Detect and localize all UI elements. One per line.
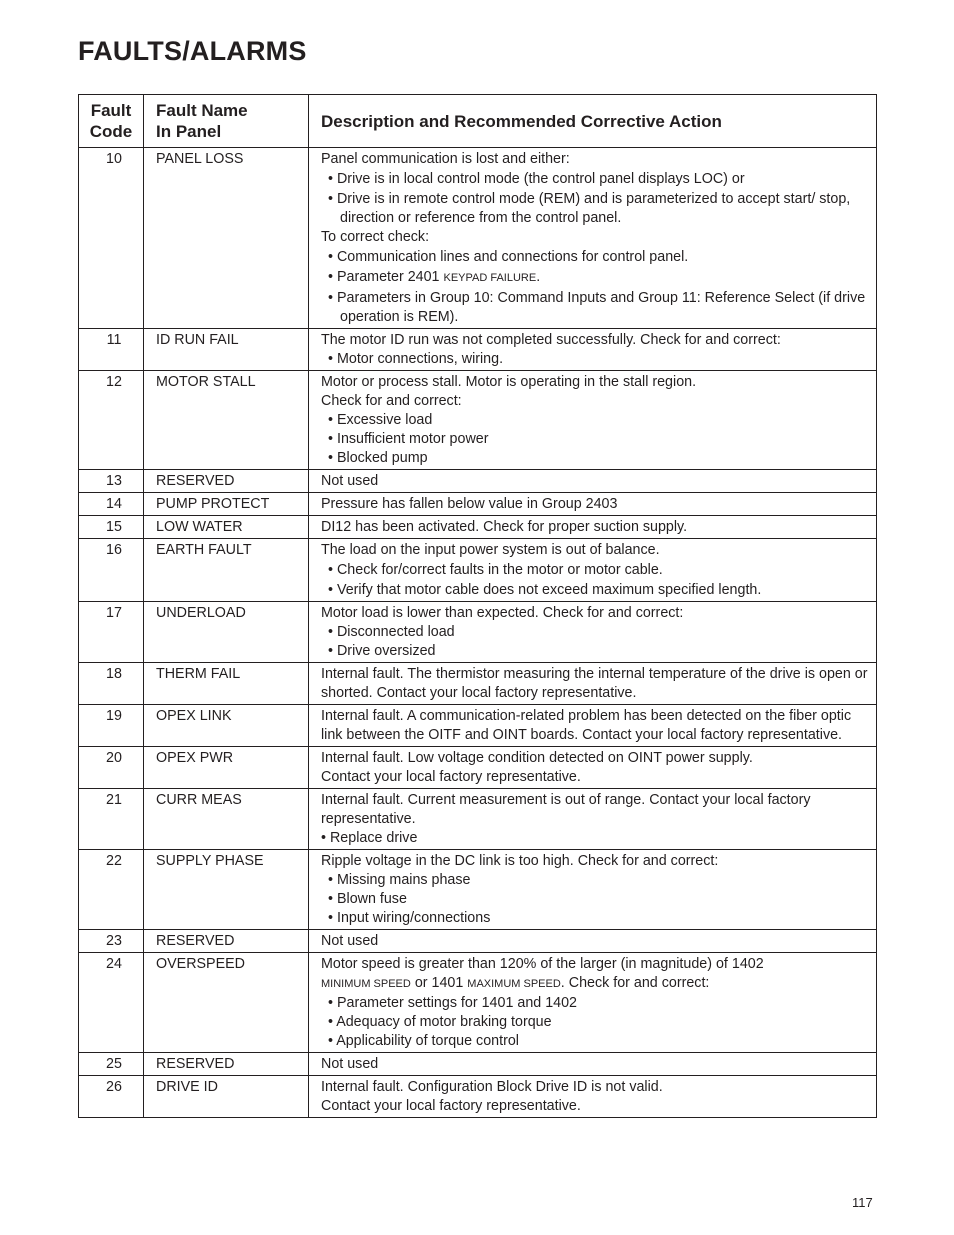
description-line: Contact your local factory representative. <box>321 769 581 785</box>
fault-description <box>309 953 877 1053</box>
table-row <box>79 1053 877 1076</box>
description-line: Contact your local factory representative. <box>321 1098 581 1114</box>
description-bullet: • Blocked pump <box>328 450 428 466</box>
fault-description: Not used <box>309 930 877 953</box>
fault-name: RESERVED <box>144 470 309 493</box>
fault-name: UNDERLOAD <box>144 602 309 663</box>
table-row <box>79 747 877 789</box>
fault-description: Not used <box>309 1053 877 1076</box>
fault-name: PUMP PROTECT <box>144 493 309 516</box>
fault-name: ID RUN FAIL <box>144 329 309 371</box>
description-bullet: • Missing mains phase <box>328 872 471 888</box>
table-row <box>79 1076 877 1118</box>
page-title: FAULTS/ALARMS <box>78 36 307 66</box>
parameter-name: KEYPAD FAILURE <box>443 272 537 284</box>
table-row <box>79 493 877 516</box>
description-bullet: • Disconnected load <box>328 624 455 640</box>
fault-description <box>309 329 877 371</box>
description-bullet: • Insufficient motor power <box>328 431 489 447</box>
description-line: • Replace drive <box>321 830 418 846</box>
table-row <box>79 329 877 371</box>
description-line: The motor ID run was not completed successfully. Check for and correct: <box>321 332 781 348</box>
fault-code: 23 <box>79 930 144 953</box>
fault-description <box>309 789 877 850</box>
description-bullet: • Motor connections, wiring. <box>328 351 504 367</box>
fault-name: RESERVED <box>144 930 309 953</box>
fault-code: 26 <box>79 1076 144 1118</box>
description-bullet: • Applicability of torque control <box>328 1033 519 1049</box>
description-line: MINIMUM SPEED or 1401 MAXIMUM SPEED. Check for and correct: <box>321 975 710 991</box>
parameter-name: MAXIMUM SPEED <box>467 978 561 990</box>
fault-code: 20 <box>79 747 144 789</box>
fault-code: 18 <box>79 663 144 705</box>
table-row <box>79 953 877 1053</box>
description-line: Panel communication is lost and either: <box>321 151 570 167</box>
fault-code: 14 <box>79 493 144 516</box>
fault-code: 11 <box>79 329 144 371</box>
fault-description: Not used <box>309 470 877 493</box>
page-number: 117 <box>852 1195 873 1210</box>
fault-description <box>309 1076 877 1118</box>
fault-code: 22 <box>79 850 144 930</box>
table-header-row <box>79 95 877 148</box>
description-bullet: • Parameter 2401 KEYPAD FAILURE. <box>328 269 541 285</box>
fault-code: 25 <box>79 1053 144 1076</box>
description-line: Motor load is lower than expected. Check for and correct: <box>321 605 684 621</box>
table-row <box>79 539 877 602</box>
description-line: Motor speed is greater than 120% of the larger (in magnitude) of 1402 <box>321 956 764 972</box>
fault-name: SUPPLY PHASE <box>144 850 309 930</box>
description-bullet: • Drive is in remote control mode (REM) and is parameterized to accept start/ stop, direction or reference from the control panel. <box>328 191 851 226</box>
description-bullet: • Verify that motor cable does not exceed maximum specified length. <box>328 582 762 598</box>
table-row <box>79 705 877 747</box>
fault-description <box>309 539 877 602</box>
fault-name: PANEL LOSS <box>144 148 309 329</box>
description-line: The load on the input power system is out of balance. <box>321 542 660 558</box>
fault-name: EARTH FAULT <box>144 539 309 602</box>
description-line: Internal fault. Low voltage condition detected on OINT power supply. <box>321 750 753 766</box>
header-fault-code: Fault Code <box>79 95 144 148</box>
table-row <box>79 371 877 470</box>
fault-name: OVERSPEED <box>144 953 309 1053</box>
table-row <box>79 789 877 850</box>
fault-name: DRIVE ID <box>144 1076 309 1118</box>
description-bullet: • Blown fuse <box>328 891 407 907</box>
description-bullet: • Parameters in Group 10: Command Inputs and Group 11: Reference Select (if drive operation is REM). <box>328 290 866 325</box>
fault-code: 17 <box>79 602 144 663</box>
description-bullet: • Drive oversized <box>328 643 436 659</box>
description-bullet: • Check for/correct faults in the motor or motor cable. <box>328 562 663 578</box>
description-line: To correct check: <box>321 229 430 245</box>
fault-name: RESERVED <box>144 1053 309 1076</box>
fault-description: Pressure has fallen below value in Group 2403 <box>309 493 877 516</box>
table-row <box>79 602 877 663</box>
description-bullet: • Drive is in local control mode (the control panel displays LOC) or <box>328 171 745 187</box>
fault-name: MOTOR STALL <box>144 371 309 470</box>
table-row <box>79 516 877 539</box>
fault-name: THERM FAIL <box>144 663 309 705</box>
fault-description: Internal fault. A communication-related problem has been detected on the fiber optic link between the OITF and OINT boards. Contact your local factory representative. <box>309 705 877 747</box>
fault-description: Internal fault. The thermistor measuring the internal temperature of the drive is open or shorted. Contact your local factory representative. <box>309 663 877 705</box>
table-row <box>79 148 877 329</box>
description-line: Check for and correct: <box>321 393 462 409</box>
fault-code: 15 <box>79 516 144 539</box>
header-fault-name: Fault Name In Panel <box>144 95 309 148</box>
fault-code: 12 <box>79 371 144 470</box>
fault-name: CURR MEAS <box>144 789 309 850</box>
fault-description <box>309 371 877 470</box>
table-row <box>79 470 877 493</box>
fault-code: 13 <box>79 470 144 493</box>
description-bullet: • Parameter settings for 1401 and 1402 <box>328 995 578 1011</box>
description-bullet: • Excessive load <box>328 412 433 428</box>
fault-name: LOW WATER <box>144 516 309 539</box>
fault-description <box>309 850 877 930</box>
fault-name: OPEX LINK <box>144 705 309 747</box>
faults-table <box>78 94 877 1118</box>
fault-description <box>309 747 877 789</box>
header-description: Description and Recommended Corrective Action <box>309 95 877 148</box>
description-line: Ripple voltage in the DC link is too high. Check for and correct: <box>321 853 719 869</box>
table-row <box>79 850 877 930</box>
description-line: Motor or process stall. Motor is operating in the stall region. <box>321 374 697 390</box>
table-row <box>79 930 877 953</box>
fault-code: 19 <box>79 705 144 747</box>
fault-description <box>309 148 877 329</box>
description-bullet: • Input wiring/connections <box>328 910 491 926</box>
description-line: Internal fault. Configuration Block Drive ID is not valid. <box>321 1079 663 1095</box>
description-line: Internal fault. Current measurement is out of range. Contact your local factory representative. <box>321 792 811 827</box>
fault-code: 10 <box>79 148 144 329</box>
fault-description: DI12 has been activated. Check for proper suction supply. <box>309 516 877 539</box>
description-bullet: • Adequacy of motor braking torque <box>328 1014 552 1030</box>
description-bullet: • Communication lines and connections for control panel. <box>328 249 689 265</box>
fault-description <box>309 602 877 663</box>
fault-code: 21 <box>79 789 144 850</box>
fault-code: 24 <box>79 953 144 1053</box>
fault-name: OPEX PWR <box>144 747 309 789</box>
parameter-name: MINIMUM SPEED <box>321 978 411 990</box>
fault-code: 16 <box>79 539 144 602</box>
table-row <box>79 663 877 705</box>
